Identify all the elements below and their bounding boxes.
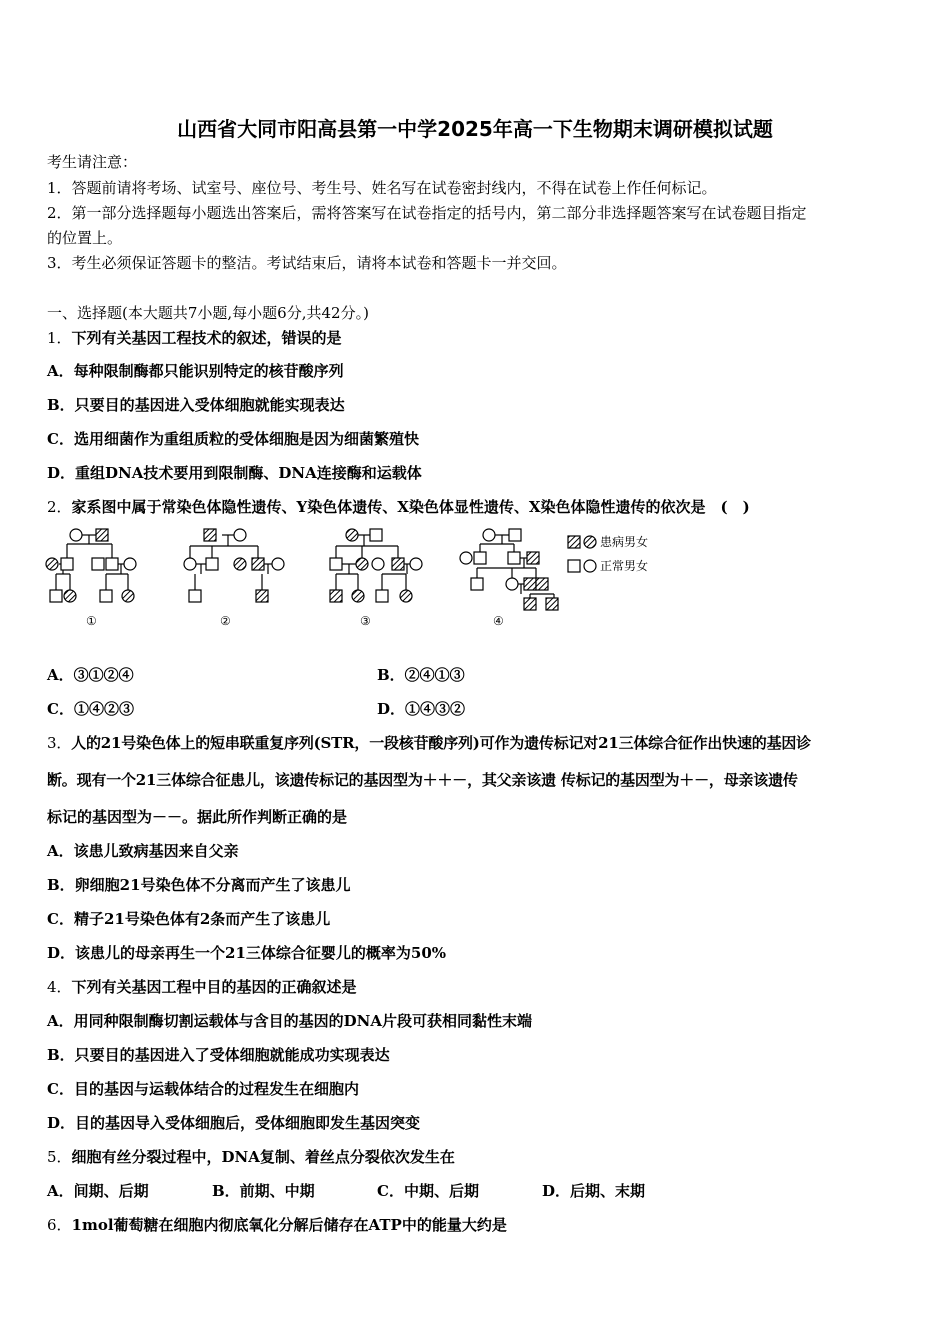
question-1: [47, 328, 342, 348]
pedigree-label-4: ④: [493, 614, 504, 628]
q3-option-d: D．该患儿的母亲再生一个21三体综合征婴儿的概率为50%: [47, 944, 447, 962]
pedigree-label-2: ②: [220, 614, 231, 628]
question-4: [47, 977, 357, 997]
q5-option-b: B．前期、中期: [212, 1182, 315, 1200]
pedigree-label-3: ③: [360, 614, 371, 628]
pedigree-label-1: ①: [86, 614, 97, 628]
q5-option-d: D．后期、末期: [542, 1182, 646, 1200]
question-number: 4．: [47, 978, 72, 996]
q3-option-a: A．该患儿致病基因来自父亲: [47, 842, 239, 860]
question-stem: 1mol葡萄糖在细胞内彻底氧化分解后储存在ATP中的能量大约是: [71, 1216, 507, 1234]
question-stem: 下列有关基因工程中目的基因的正确叙述是: [71, 978, 357, 996]
pedigree-2: [184, 529, 284, 602]
q5-option-a: A．间期、后期: [47, 1182, 149, 1200]
pedigree-legend: [568, 536, 596, 572]
q2-option-b: B．②④①③: [377, 666, 465, 684]
question-number: 6．: [47, 1216, 72, 1234]
q4-option-c: C．目的基因与运载体结合的过程发生在细胞内: [47, 1080, 359, 1098]
q2-option-c: C．①④②③: [47, 700, 134, 718]
question-5: [47, 1147, 455, 1167]
pedigree-figure: [40, 522, 680, 637]
notice-item-2: 2．第一部分选择题每小题选出答案后，需将答案写在试卷指定的括号内，第二部分非选择题答案写在试卷题目指定: [47, 204, 807, 222]
question-6: [47, 1215, 507, 1235]
pedigree-3: [330, 529, 422, 602]
notice-heading: 考生请注意：: [47, 153, 138, 171]
question-number: 5．: [47, 1148, 72, 1166]
question-stem: 下列有关基因工程技术的叙述，错误的是: [71, 329, 342, 347]
q1-option-c: C．选用细菌作为重组质粒的受体细胞是因为细菌繁殖快: [47, 430, 419, 448]
notice-item-3: 3．考生必须保证答题卡的整洁。考试结束后，请将本试卷和答题卡一并交回。: [47, 254, 567, 272]
pedigree-4: [460, 529, 558, 610]
q3-option-b: B．卵细胞21号染色体不分离而产生了该患儿: [47, 876, 351, 894]
page-title: 山西省大同市阳高县第一中学2025年高一下生物期末调研模拟试题: [177, 117, 773, 141]
question-number: 1．: [47, 329, 72, 347]
q1-option-d: D．重组DNA技术要用到限制酶、DNA连接酶和运载体: [47, 464, 422, 482]
question-stem: 家系图中属于常染色体隐性遗传、Y染色体遗传、X染色体显性遗传、X染色体隐性遗传的依次是 ( ): [71, 498, 750, 516]
question-3: [47, 733, 811, 753]
q4-option-a: A．用同种限制酶切割运载体与含目的基因的DNA片段可获相同黏性末端: [47, 1012, 532, 1030]
question-stem: 细胞有丝分裂过程中，DNA复制、着丝点分裂依次发生在: [71, 1148, 455, 1166]
q4-option-d: D．目的基因导入受体细胞后，受体细胞即发生基因突变: [47, 1114, 421, 1132]
question-3-line-3: 标记的基因型为－－。据此所作判断正确的是: [47, 808, 348, 826]
q2-option-a: A．③①②④: [47, 666, 134, 684]
question-number: 2．: [47, 498, 72, 516]
q1-option-a: A．每种限制酶都只能识别特定的核苷酸序列: [47, 362, 344, 380]
legend-normal-label: 正常男女: [600, 559, 649, 573]
legend-affected-label: 患病男女: [600, 535, 649, 549]
question-2: [47, 497, 750, 517]
notice-item-2-cont: 的位置上。: [47, 229, 123, 247]
question-3-line-2: 断。现有一个21三体综合征患儿，该遗传标记的基因型为＋＋－，其父亲该遗 传标记的基因型为＋－，母亲该遗传: [47, 771, 798, 789]
pedigree-1: [46, 529, 136, 602]
section-heading: 一、选择题(本大题共7小题,每小题6分,共42分。): [47, 304, 369, 322]
q1-option-b: B．只要目的基因进入受体细胞就能实现表达: [47, 396, 345, 414]
question-stem: 人的21号染色体上的短串联重复序列(STR，一段核苷酸序列)可作为遗传标记对21三体综合征作出快速的基因诊: [71, 734, 811, 752]
q2-option-d: D．①④③②: [377, 700, 466, 718]
q3-option-c: C．精子21号染色体有2条而产生了该患儿: [47, 910, 331, 928]
q4-option-b: B．只要目的基因进入了受体细胞就能成功实现表达: [47, 1046, 390, 1064]
q5-option-c: C．中期、后期: [377, 1182, 479, 1200]
notice-item-1: 1．答题前请将考场、试室号、座位号、考生号、姓名写在试卷密封线内，不得在试卷上作任何标记。: [47, 179, 717, 197]
question-number: 3．: [47, 734, 72, 752]
